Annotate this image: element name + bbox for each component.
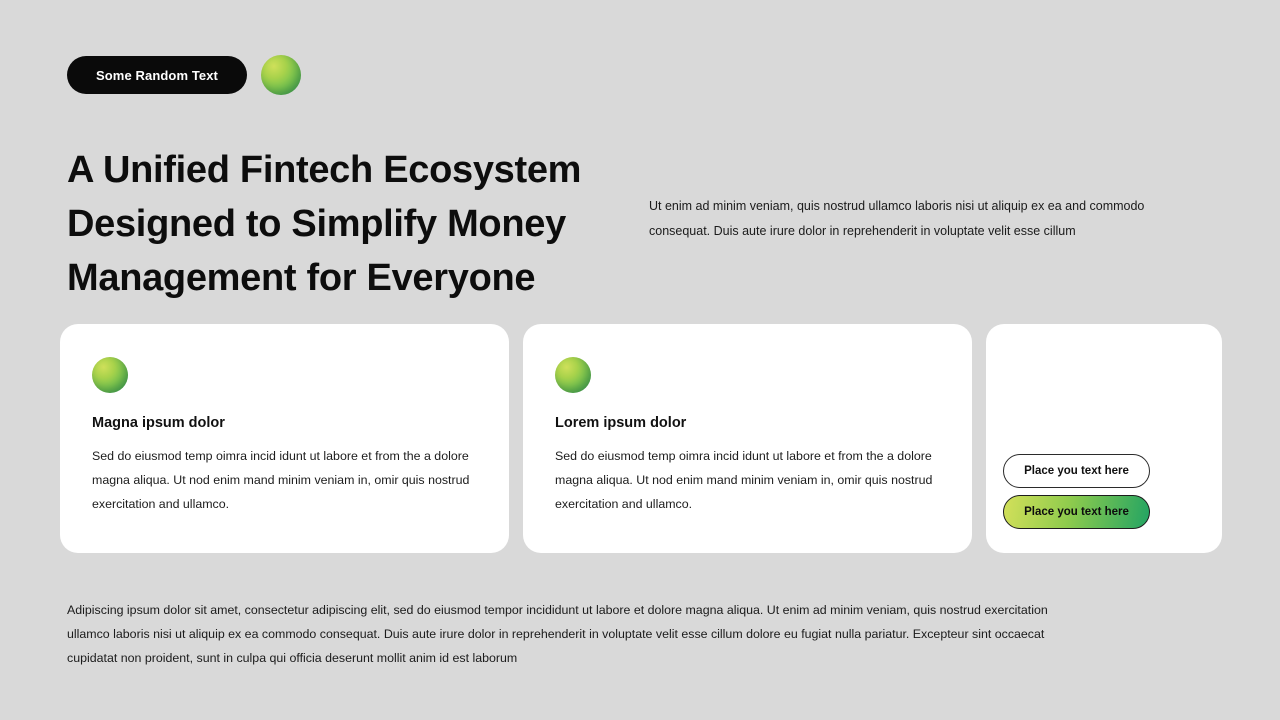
gradient-sphere-icon xyxy=(555,357,591,393)
action-button-stack xyxy=(1003,454,1150,529)
primary-button[interactable] xyxy=(1003,495,1150,529)
footer-paragraph: Adipiscing ipsum dolor sit amet, consectetur adipiscing elit, sed do eiusmod tempor incididunt ut labore et dolore magna aliqua. Ut enim ad minim veniam, quis nostrud exercitation ullamco laboris nisi ut aliquip ex ea commodo consequat. Duis aute irure dolor in reprehenderit in voluptate velit esse cillum dolore eu fugiat nulla pariatur. Excepteur sint occaecat cupidatat non proident, sunt in culpa qui officia deserunt mollit anim id est laborum xyxy=(67,603,1048,666)
actions-card xyxy=(986,324,1222,553)
primary-button-label: Place you text here xyxy=(1024,506,1129,518)
gradient-sphere-icon xyxy=(261,55,301,95)
card-body: Sed do eiusmod temp oimra incid idunt ut labore et from the a dolore magna aliqua. Ut nod enim mand minim veniam in, omir quis nostrud exercitation and ullamco. xyxy=(92,449,470,511)
card-row xyxy=(60,324,1222,553)
card-title: Lorem ipsum dolor xyxy=(555,415,687,431)
card-title: Magna ipsum dolor xyxy=(92,415,225,431)
page-title: A Unified Fintech Ecosystem Designed to Simplify Money Management for Everyone xyxy=(67,149,582,300)
gradient-sphere-icon xyxy=(92,357,128,393)
intro-paragraph: Ut enim ad minim veniam, quis nostrud ullamco laboris nisi ut aliquip ex ea and commodo consequat. Duis aute irure dolor in reprehenderit in voluptate velit esse cillum xyxy=(649,198,1145,238)
secondary-button-label: Place you text here xyxy=(1024,465,1129,477)
secondary-button[interactable] xyxy=(1003,454,1150,488)
tag-pill[interactable] xyxy=(67,56,247,94)
feature-card-1[interactable] xyxy=(60,324,509,553)
feature-card-2[interactable] xyxy=(523,324,972,553)
card-body: Sed do eiusmod temp oimra incid idunt ut labore et from the a dolore magna aliqua. Ut nod enim mand minim veniam in, omir quis nostrud exercitation and ullamco. xyxy=(555,449,933,511)
badge-row xyxy=(67,55,301,95)
tag-pill-label: Some Random Text xyxy=(96,67,218,83)
